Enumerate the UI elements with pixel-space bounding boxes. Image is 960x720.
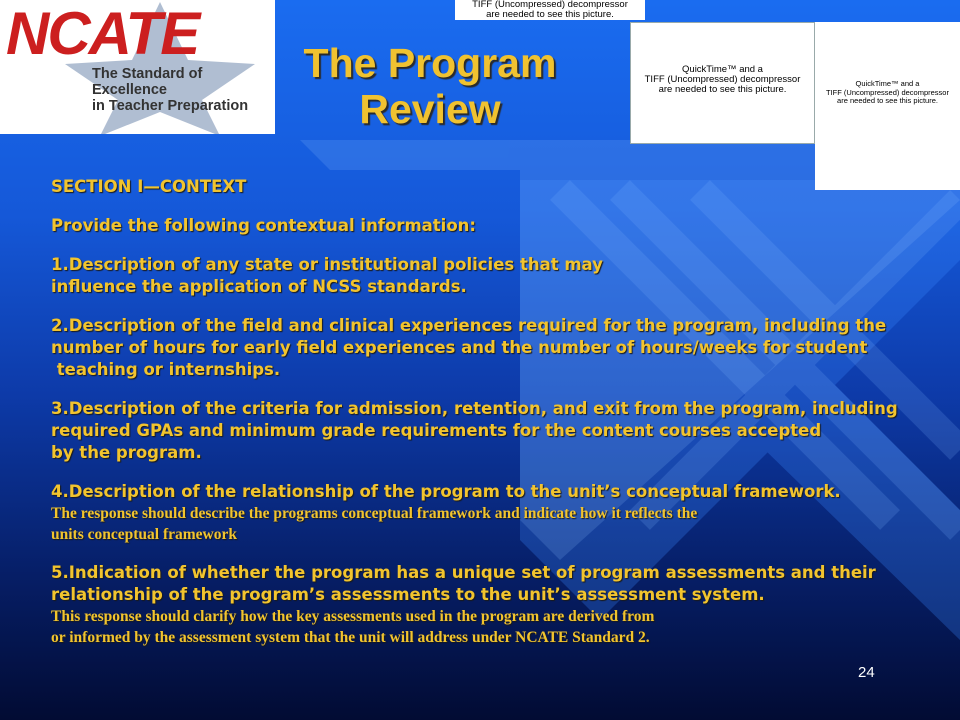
missing-image-placeholder-top: TIFF (Uncompressed) decompressor are needed to see this picture. (455, 0, 645, 20)
item-4-note: The response should describe the programs conceptual framework and indicate how it reflects the (51, 505, 698, 522)
item-5: 5.Indication of whether the program has a unique set of program assessments and their relationship of the program’s assessments to the unit’s assessment system. This response should clarify how the key assessments used in the program are derived from or informed by the assessment system that the unit will address under NCATE Standard 2. (51, 562, 911, 648)
page-number: 24 (858, 664, 875, 681)
slide-body (51, 176, 911, 648)
item-2: 2.Description of the field and clinical experiences required for the program, including the number of hours for early field experiences and the number of hours/weeks for student teaching or internships. (51, 316, 887, 379)
logo-tagline: The Standard of Excellence in Teacher Preparation (92, 66, 249, 114)
intro-text: Provide the following contextual information: (51, 216, 477, 235)
item-1: 1.Description of any state or institutional policies that may influence the application of NCSS standards. (51, 255, 603, 296)
missing-image-placeholder-right: QuickTime™ and a TIFF (Uncompressed) decompressor are needed to see this picture. (815, 22, 960, 190)
item-3: 3.Description of the criteria for admission, retention, and exit from the program, including required GPAs and minimum grade requirements for the content courses accepted by the program. (51, 399, 898, 462)
logo-wordmark: NCATE (6, 0, 199, 67)
slide-title: The Program Review (303, 40, 557, 132)
item-5-note: This response should clarify how the key assessments used in the program are derived from (51, 608, 655, 625)
ncate-logo (0, 0, 275, 134)
missing-image-placeholder-middle: QuickTime™ and a TIFF (Uncompressed) decompressor are needed to see this picture. (630, 22, 815, 144)
item-4: 4.Description of the relationship of the program to the unit’s conceptual framework. The response should describe the programs conceptual framework and indicate how it reflects the units conceptual framework (51, 481, 911, 545)
section-heading: SECTION I—CONTEXT (51, 177, 247, 196)
